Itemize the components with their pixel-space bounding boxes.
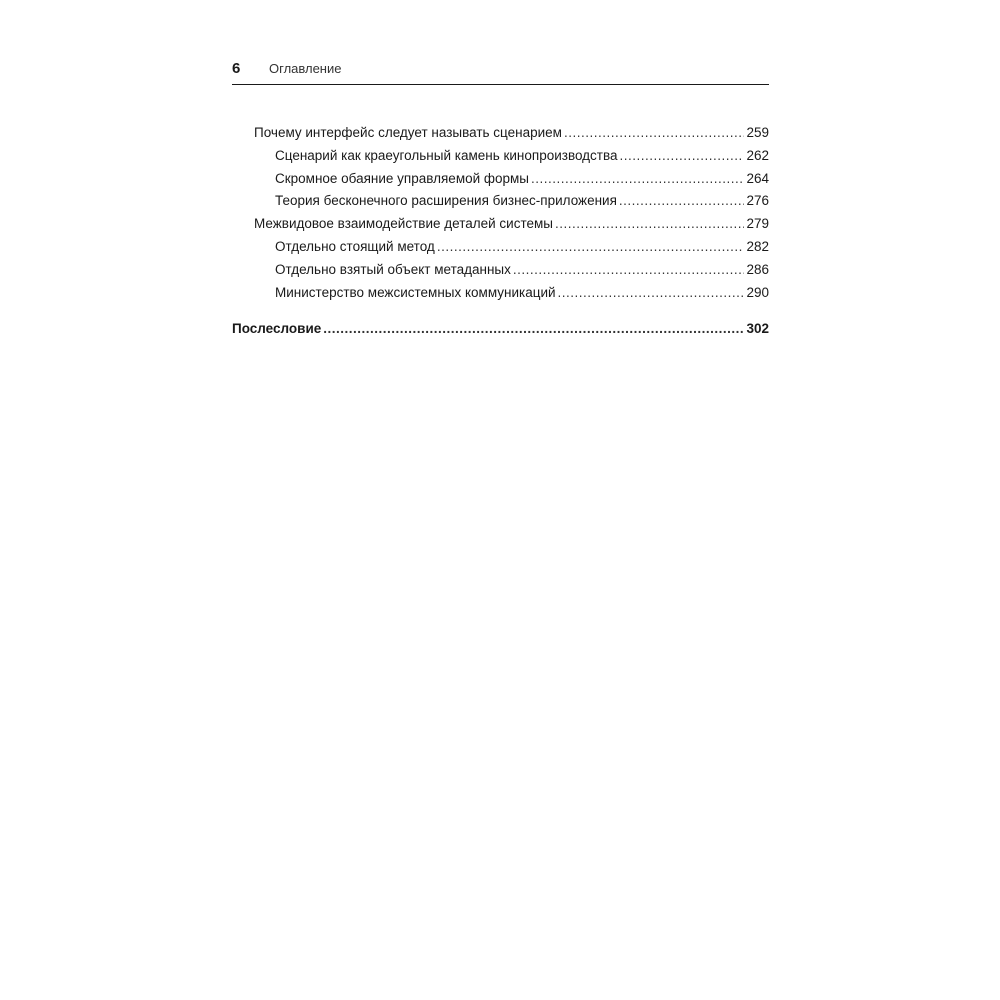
toc-dot-leader	[619, 190, 745, 213]
table-of-contents	[232, 122, 769, 341]
toc-entry-page: 262	[746, 147, 769, 163]
toc-entry[interactable]	[232, 122, 769, 145]
toc-entry-title: Послесловие	[232, 321, 322, 337]
toc-entry[interactable]	[232, 190, 769, 213]
running-head	[232, 60, 769, 85]
toc-entry[interactable]	[232, 236, 769, 259]
toc-entry-page: 264	[746, 170, 769, 186]
toc-entry-page: 276	[746, 193, 769, 209]
toc-dot-leader	[558, 282, 745, 305]
toc-dot-leader	[555, 213, 744, 236]
toc-entry-title: Сценарий как краеугольный камень кинопроизводства	[275, 147, 618, 163]
toc-entry-title: Отдельно взятый объект метаданных	[275, 261, 511, 277]
page-number: 6	[232, 60, 241, 77]
toc-dot-leader	[513, 259, 745, 282]
running-title: Оглавление	[269, 61, 342, 76]
toc-entry-title: Скромное обаяние управляемой формы	[275, 170, 530, 186]
toc-dot-leader	[437, 236, 745, 259]
toc-entry-title: Межвидовое взаимодействие деталей системы	[254, 216, 553, 232]
toc-entry[interactable]	[232, 259, 769, 282]
toc-entry-page: 290	[746, 284, 769, 300]
toc-dot-leader	[323, 318, 744, 341]
toc-entry[interactable]	[232, 282, 769, 305]
toc-entry-page: 259	[746, 125, 769, 140]
toc-entry[interactable]	[232, 213, 769, 236]
toc-dot-leader	[564, 122, 745, 145]
toc-dot-leader	[620, 145, 745, 168]
toc-entry-page: 286	[746, 261, 769, 277]
toc-entry-title: Министерство межсистемных коммуникаций	[275, 284, 556, 300]
toc-entry-title: Почему интерфейс следует называть сценарием	[254, 125, 562, 140]
toc-entry-page: 279	[746, 216, 769, 232]
toc-entry-afterword[interactable]	[232, 318, 769, 341]
toc-entry[interactable]	[232, 168, 769, 191]
book-page	[232, 60, 769, 341]
toc-entry-title: Отдельно стоящий метод	[275, 238, 435, 254]
toc-entry-title: Теория бесконечного расширения бизнес-приложения	[275, 193, 617, 209]
toc-dot-leader	[531, 168, 744, 191]
toc-entry-page: 282	[746, 238, 769, 254]
toc-entry[interactable]	[232, 145, 769, 168]
toc-entry-page: 302	[746, 321, 769, 337]
